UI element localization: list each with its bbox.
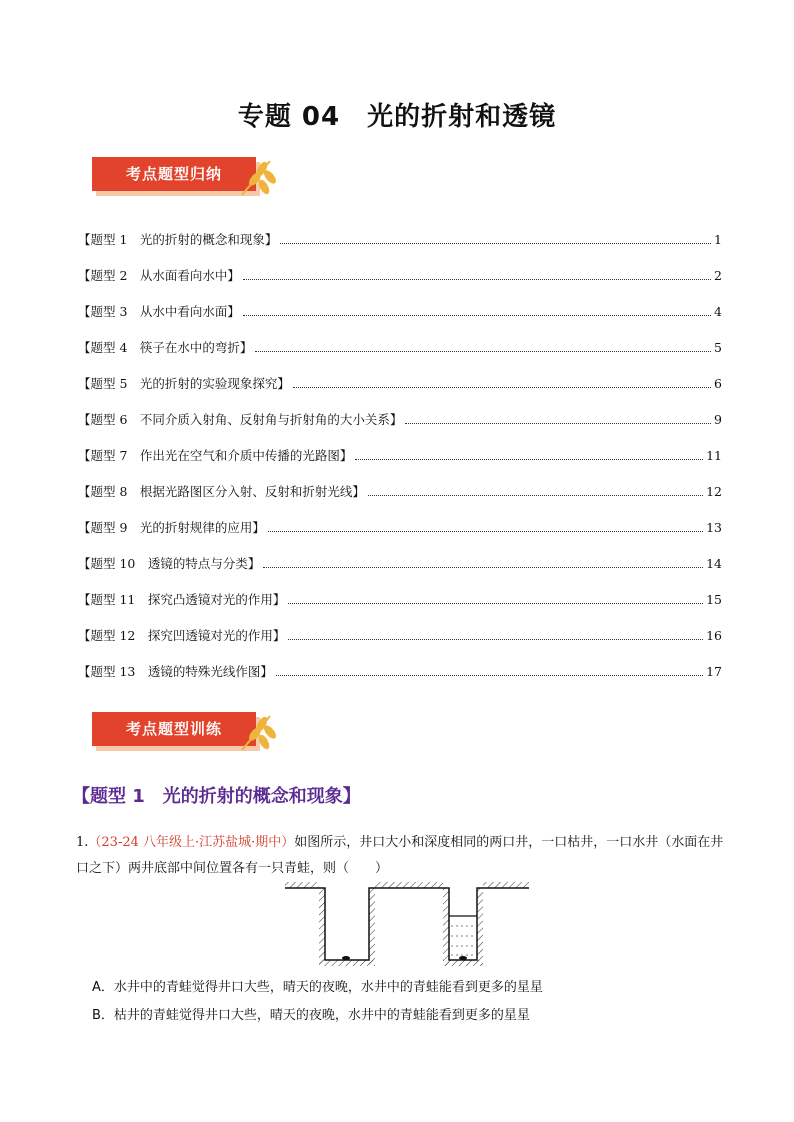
banner-label: 考点题型归纳: [125, 165, 222, 183]
toc-item[interactable]: [78, 626, 722, 646]
toc-item-page: 12: [706, 484, 722, 499]
page-title: 专题 04 光的折射和透镜: [237, 102, 557, 132]
toc-item-label: 【题型 13 透镜的特殊光线作图】: [78, 664, 273, 679]
toc-item-label: 【题型 4 筷子在水中的弯折】: [78, 340, 253, 355]
toc-item[interactable]: [78, 590, 722, 610]
toc-item-label: 【题型 10 透镜的特点与分类】: [78, 556, 261, 571]
toc-item-page: 2: [714, 268, 722, 283]
frog-icon: [342, 956, 350, 960]
toc-item-label: 【题型 12 探究凹透镜对光的作用】: [78, 628, 286, 643]
toc-item[interactable]: [78, 554, 722, 574]
toc-item[interactable]: [78, 338, 722, 358]
toc-item[interactable]: [78, 302, 722, 322]
section-banner-practice: [92, 712, 282, 754]
question-source: （23-24 八年级上·江苏盐城·期中）: [88, 835, 295, 850]
toc-item-label: 【题型 11 探究凸透镜对光的作用】: [78, 592, 286, 607]
toc-item[interactable]: [78, 662, 722, 682]
question-1: [76, 830, 726, 882]
toc-item[interactable]: [78, 266, 722, 286]
toc-item[interactable]: [78, 482, 722, 502]
toc-leader: [405, 423, 711, 424]
toc-item-page: 15: [706, 592, 722, 607]
option-a[interactable]: A．水井中的青蛙觉得井口大些，晴天的夜晚，水井中的青蛙能看到更多的星星: [92, 980, 543, 995]
toc-item-page: 6: [714, 376, 722, 391]
toc-item-page: 9: [714, 412, 722, 427]
toc-item-label: 【题型 8 根据光路图区分入射、反射和折射光线】: [78, 484, 365, 499]
toc-item-label: 【题型 2 从水面看向水中】: [78, 268, 240, 283]
toc-item-label: 【题型 5 光的折射的实验现象探究】: [78, 376, 290, 391]
toc-item-page: 4: [714, 304, 722, 319]
toc-leader: [280, 243, 711, 244]
toc-leader: [243, 279, 711, 280]
toc-item-label: 【题型 9 光的折射规律的应用】: [78, 520, 265, 535]
toc-item-page: 17: [706, 664, 722, 679]
toc-leader: [368, 495, 703, 496]
toc-item-label: 【题型 3 从水中看向水面】: [78, 304, 240, 319]
toc-item-label: 【题型 6 不同介质入射角、反射角与折射角的大小关系】: [78, 412, 403, 427]
toc-leader: [288, 639, 703, 640]
toc-item[interactable]: [78, 230, 722, 250]
wells-diagram: [283, 880, 533, 970]
toc-item-page: 5: [714, 340, 722, 355]
question-text: 如图所示，井口大小和深度相同的两口井，一口枯井，一口水井（水面在井口之下）两井底部中间位置各有一只青蛙，则（ ）: [76, 835, 724, 876]
toc-item-page: 1: [714, 232, 722, 247]
option-b[interactable]: B．枯井的青蛙觉得井口大些，晴天的夜晚，水井中的青蛙能看到更多的星星: [92, 1008, 530, 1023]
toc-leader: [268, 531, 703, 532]
section-heading: 【题型 1 光的折射的概念和现象】: [72, 786, 361, 807]
toc-item-label: 【题型 1 光的折射的概念和现象】: [78, 232, 278, 247]
toc-item[interactable]: [78, 374, 722, 394]
toc-item-page: 11: [706, 448, 722, 463]
section-banner-summary: [92, 157, 282, 199]
toc-leader: [255, 351, 711, 352]
toc-leader: [288, 603, 703, 604]
toc-item-page: 13: [706, 520, 722, 535]
toc-leader: [276, 675, 703, 676]
wells-figure: [283, 880, 533, 974]
toc-leader: [263, 567, 703, 568]
question-number: 1.: [76, 835, 89, 850]
toc-item-label: 【题型 7 作出光在空气和介质中传播的光路图】: [78, 448, 353, 463]
toc-item-page: 16: [706, 628, 722, 643]
frog-icon: [459, 956, 467, 960]
toc-item[interactable]: [78, 446, 722, 466]
toc-leader: [243, 315, 711, 316]
toc-item[interactable]: [78, 410, 722, 430]
toc-item-page: 14: [706, 556, 722, 571]
toc-leader: [293, 387, 711, 388]
toc-leader: [355, 459, 703, 460]
toc-item[interactable]: [78, 518, 722, 538]
banner-label: 考点题型训练: [125, 720, 222, 738]
